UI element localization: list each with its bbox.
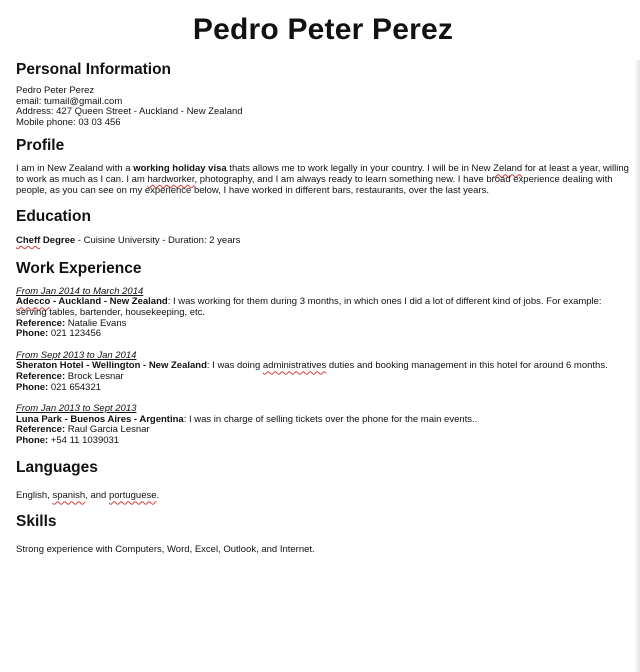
job-entry: [16, 287, 630, 340]
page-shadow-edge: [634, 60, 640, 672]
education-entry: [16, 236, 630, 247]
languages-part: , and: [85, 490, 109, 502]
spellcheck-word: administratives: [262, 360, 327, 372]
skills-block: [16, 545, 630, 556]
education-degree: Degree: [40, 235, 76, 247]
profile-text: [16, 164, 630, 196]
profile-text-part: thats allows me to work legally in your country. I will be in New: [226, 163, 494, 175]
reference-label: Reference:: [16, 370, 66, 382]
spellcheck-word: portuguese: [108, 490, 157, 502]
job-entry: [16, 404, 630, 446]
job-phone: [16, 329, 630, 340]
spellcheck-word: spanish: [52, 490, 86, 502]
spellcheck-word: Zeland: [493, 163, 523, 175]
job-period: From Jan 2014 to March 2014: [16, 285, 144, 297]
job-entry: [16, 351, 630, 393]
education-details: - Cuisine University - Duration: 2 years: [75, 235, 241, 247]
skills-heading: Skills: [16, 513, 57, 531]
languages-part: English,: [16, 490, 53, 502]
education-heading: Education: [16, 208, 91, 226]
reference-value: Raul Garcia Lesnar: [65, 424, 150, 436]
personal-info-heading: Personal Information: [16, 61, 172, 78]
skills-text: Strong experience with Computers, Word, Excel, Outlook, and Internet.: [16, 544, 315, 556]
phone-value: +54 11 1039031: [48, 434, 120, 446]
job-period: From Sept 2013 to Jan 2014: [16, 349, 137, 361]
work-block: [16, 287, 630, 447]
personal-address: Address: 427 Queen Street - Auckland - New Zealand: [16, 106, 243, 118]
profile-text-part: for at least a year, willing to work as much as I can. I am: [16, 163, 629, 185]
job-reference: [16, 319, 630, 330]
languages-block: [16, 491, 630, 502]
reference-label: Reference:: [16, 424, 66, 436]
job-period: From Jan 2013 to Sept 2013: [16, 403, 137, 415]
spellcheck-word: Adecco: [16, 296, 51, 308]
personal-email: email: tumail@gmail.com: [16, 95, 123, 107]
phone-value: 021 123456: [48, 328, 102, 340]
phone-label: Phone:: [16, 381, 49, 393]
job-company: Sheraton Hotel - Wellington - New Zealand: [16, 360, 207, 372]
profile-block: [16, 164, 630, 196]
languages-part: .: [156, 490, 160, 502]
spellcheck-word: Cheff: [16, 235, 41, 247]
job-company: Luna Park - Buenos Aires - Argentina: [16, 413, 184, 425]
reference-label: Reference:: [16, 317, 66, 329]
job-desc-text: : I was doing: [206, 360, 263, 372]
work-heading: Work Experience: [16, 259, 142, 277]
job-description: [16, 297, 630, 318]
languages-text: [16, 491, 630, 502]
phone-label: Phone:: [16, 328, 49, 340]
personal-phone: Mobile phone: 03 03 456: [16, 116, 121, 128]
profile-heading: Profile: [16, 137, 65, 155]
personal-info-block: [16, 86, 630, 128]
job-desc-text: : I was in charge of selling tickets over the phone for the main events..: [183, 413, 478, 425]
job-phone: [16, 383, 630, 394]
reference-value: Natalie Evans: [65, 317, 127, 329]
phone-label: Phone:: [16, 434, 49, 446]
job-company: - Auckland - New Zealand: [50, 296, 168, 308]
resume-title: Pedro Peter Perez: [192, 13, 454, 46]
job-phone: [16, 436, 630, 447]
personal-name: Pedro Peter Perez: [16, 85, 95, 96]
education-block: [16, 236, 630, 247]
job-desc-text: : I was working for them during 3 months, in which ones I did a lot of different kind of jobs. For example: serving tables, bartender, housekeeping, etc.: [16, 296, 602, 318]
job-desc-text: duties and booking management in this hotel for around 6 months.: [326, 360, 608, 372]
languages-heading: Languages: [16, 459, 98, 477]
reference-value: Brock Lesnar: [65, 370, 124, 382]
spellcheck-word: hardworker: [147, 173, 195, 185]
profile-text-part: I am in New Zealand with a: [16, 163, 134, 175]
profile-visa-bold: working holiday visa: [133, 163, 227, 175]
profile-text-part: , photography, and I am always ready to learn something new. I have broad experience dealing with people, as you can see on my experience below, I have worked in different bars, restaurants, over the last years.: [16, 173, 613, 196]
phone-value: 021 654321: [48, 381, 102, 393]
job-reference: [16, 372, 630, 383]
